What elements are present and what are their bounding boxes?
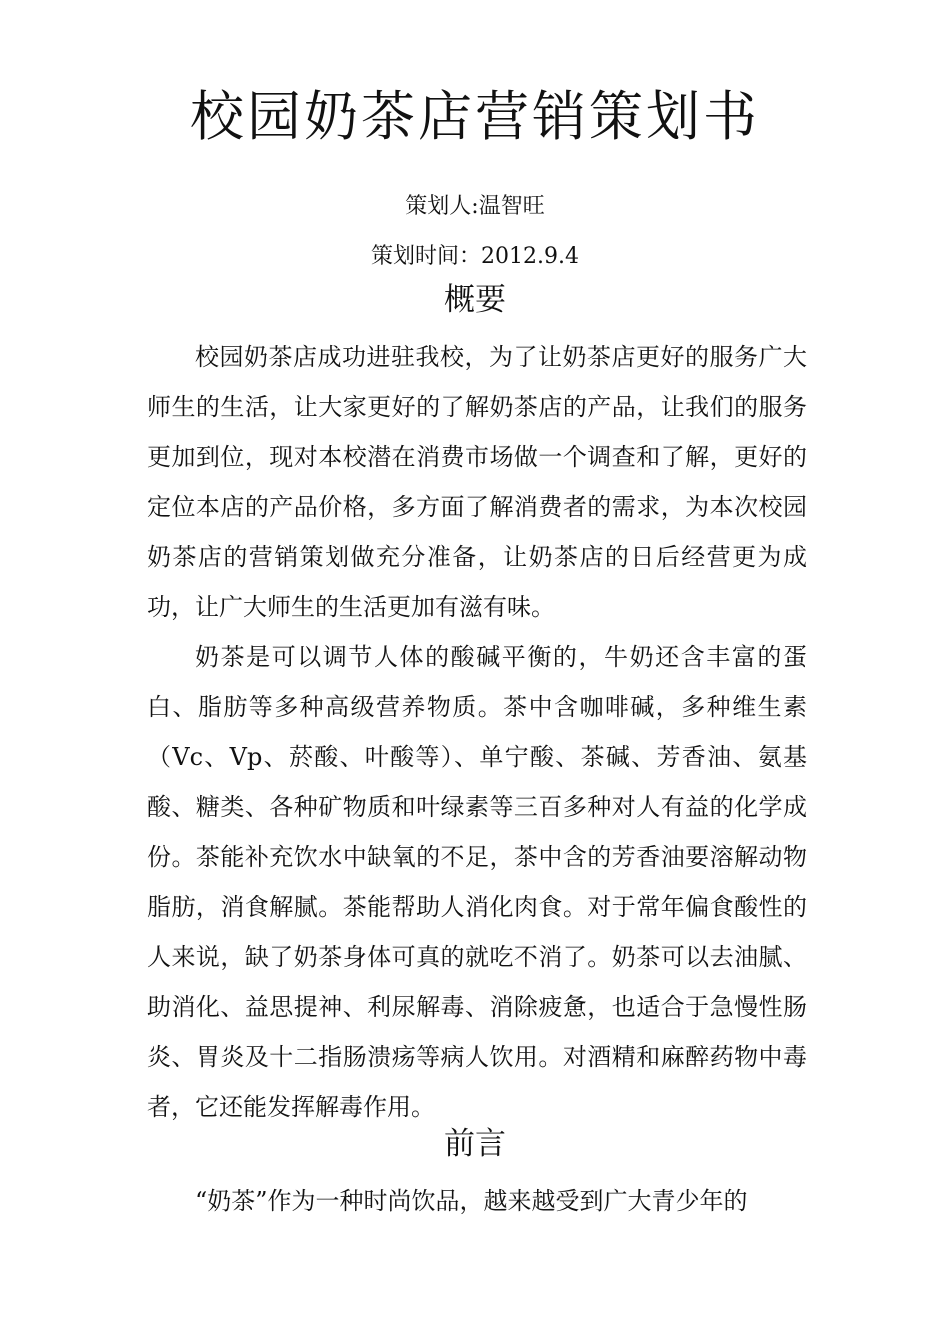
date-line: 策划时间：2012.9.4 <box>371 244 579 269</box>
summary-paragraph-2: 奶茶是可以调节人体的酸碱平衡的，牛奶还含丰富的蛋白、脂肪等多种高级营养物质。茶中含咖啡碱，多种维生素（Vc、Vp、菸酸、叶酸等）、单宁酸、茶碱、芳香油、氨基酸、糖类、各种矿物质和叶绿素等三百多种对人有益的化学成份。茶能补充饮水中缺氧的不足，茶中含的芳香油要溶解动物脂肪，消食解腻。茶能帮助人消化肉食。对于常年偏食酸性的人来说，缺了奶茶身体可真的就吃不消了。奶茶可以去油腻、助消化、益思提神、利尿解毒、消除疲惫，也适合于急慢性肠炎、胃炎及十二指肠溃疡等病人饮用。对酒精和麻醉药物中毒者，它还能发挥解毒作用。 <box>147 643 807 1121</box>
summary-heading: 概要 <box>444 282 506 318</box>
document-title: 校园奶茶店营销策划书 <box>190 85 760 148</box>
preface-heading: 前言 <box>444 1126 506 1162</box>
author-line: 策划人:温智旺 <box>405 194 545 219</box>
summary-paragraph-1: 校园奶茶店成功进驻我校，为了让奶茶店更好的服务广大师生的生活，让大家更好的了解奶茶店的产品，让我们的服务更加到位，现对本校潜在消费市场做一个调查和了解，更好的定位本店的产品价格，多方面了解消费者的需求，为本次校园奶茶店的营销策划做充分准备，让奶茶店的日后经营更为成功，让广大师生的生活更加有滋有味。 <box>147 343 807 621</box>
preface-paragraph-1: “奶茶”作为一种时尚饮品，越来越受到广大青少年的 <box>195 1187 748 1215</box>
